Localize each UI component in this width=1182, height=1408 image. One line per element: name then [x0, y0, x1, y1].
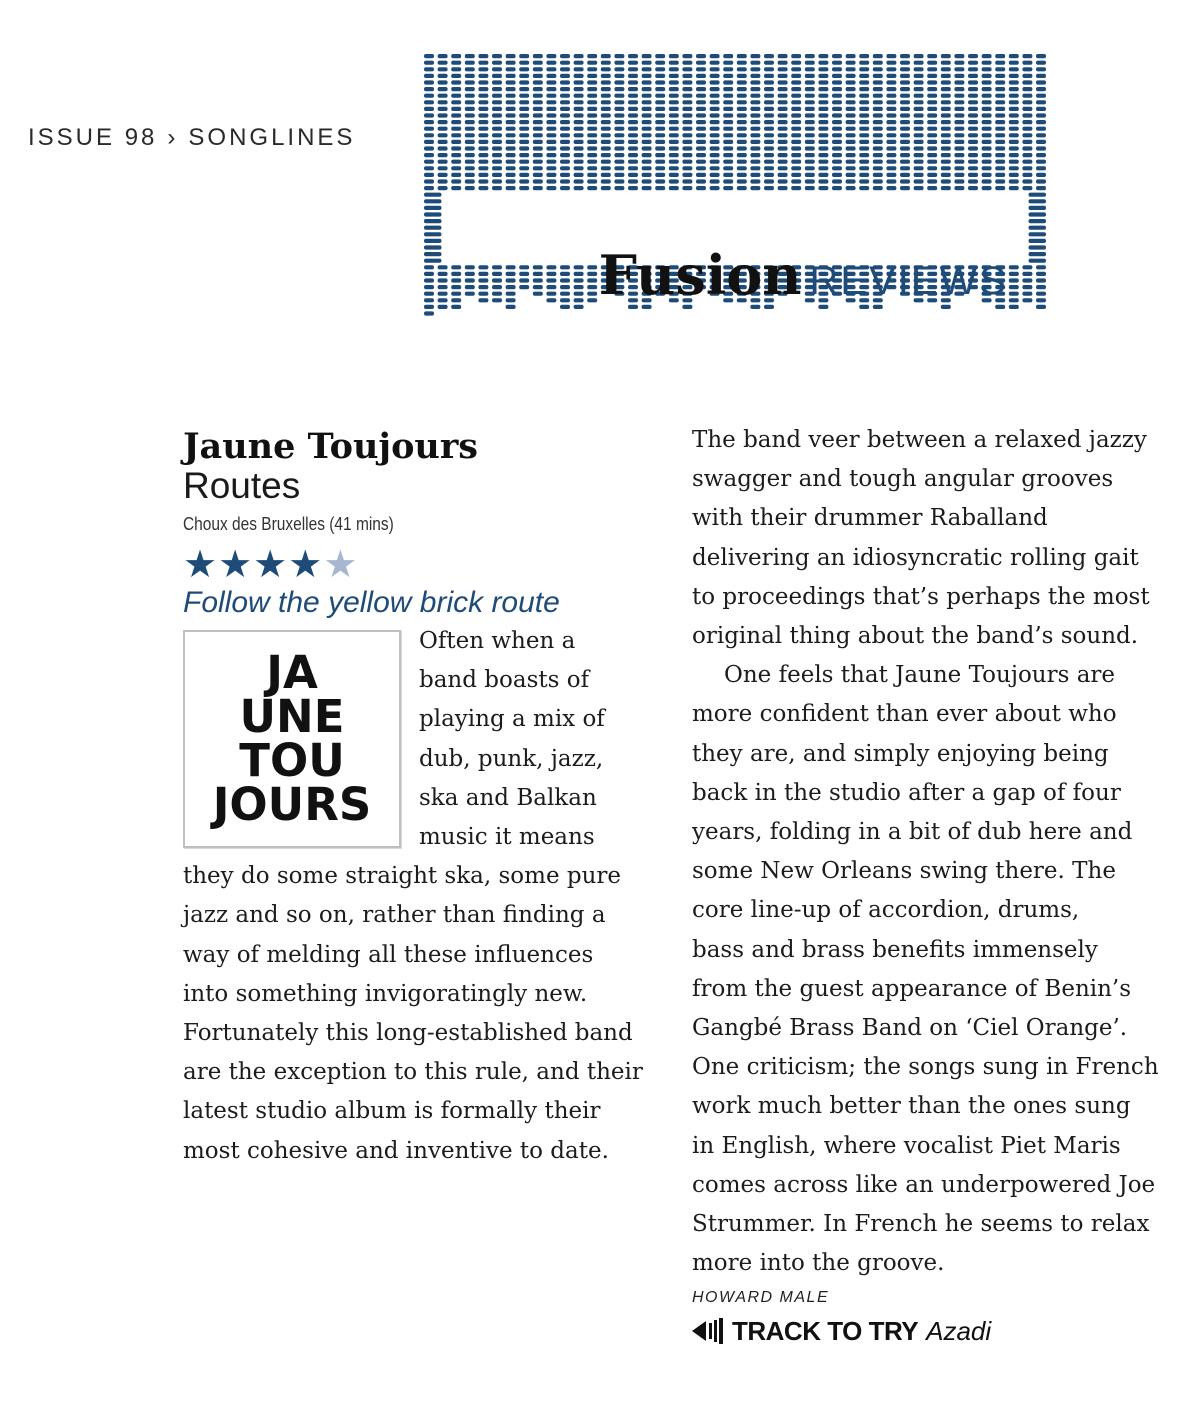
- text-line: Fortunately this long-established band: [183, 1020, 633, 1047]
- text-line: ska and Balkan: [419, 784, 597, 811]
- cover-text-line: TOU: [239, 734, 345, 787]
- text-line: are the exception to this rule, and their: [183, 1059, 643, 1086]
- section-banner: [422, 52, 1046, 332]
- text-line: years, folding in a bit of dub here and: [692, 819, 1133, 846]
- text-line: original thing about the band’s sound.: [692, 623, 1139, 650]
- text-line: more into the groove.: [692, 1250, 945, 1277]
- star-rating: [183, 542, 669, 586]
- star-empty-icon: ★: [323, 542, 358, 586]
- text-line: with their drummer Raballand: [692, 505, 1048, 532]
- review-paragraph-2: [692, 421, 1170, 656]
- text-line: latest studio album is formally their: [183, 1098, 601, 1125]
- review-tagline: Follow the yellow brick route: [183, 586, 560, 619]
- speaker-icon: [692, 1318, 726, 1344]
- reviewer-byline: HOWARD MALE: [692, 1289, 830, 1307]
- track-name: Azadi: [926, 1315, 992, 1346]
- review-paragraph-3: [692, 656, 1170, 1283]
- text-line: most cohesive and inventive to date.: [183, 1137, 609, 1164]
- section-title-light: REVIEWS: [809, 259, 1008, 303]
- text-line: bass and brass benefits immensely: [692, 936, 1098, 963]
- text-line: The band veer between a relaxed jazzy: [692, 427, 1147, 453]
- text-line: Strummer. In French he seems to relax: [692, 1211, 1150, 1238]
- text-line: playing a mix of: [419, 706, 605, 733]
- text-line: work much better than the ones sung: [692, 1093, 1131, 1120]
- cover-text-line: JOURS: [212, 778, 372, 831]
- text-line: from the guest appearance of Benin’s: [692, 975, 1132, 1002]
- label-info: Choux des Bruxelles (41 mins): [183, 514, 394, 534]
- text-line: they are, and simply enjoying being: [692, 740, 1109, 767]
- star-filled-icon: ★: [218, 542, 253, 586]
- text-line: swagger and tough angular grooves: [692, 466, 1114, 493]
- track-to-try: [692, 1315, 1170, 1347]
- text-line: they do some straight ska, some pure: [183, 863, 622, 890]
- text-line: delivering an idiosyncratic rolling gait: [692, 544, 1139, 571]
- text-line: Gangbé Brass Band on ‘Ciel Orange’.: [692, 1015, 1128, 1042]
- text-line: to proceedings that’s perhaps the most: [692, 583, 1150, 610]
- text-line: more confident than ever about who: [692, 701, 1117, 728]
- artist-name: Jaune Toujours: [183, 426, 479, 467]
- text-line: comes across like an underpowered Joe: [692, 1171, 1156, 1198]
- cover-text-line: UNE: [239, 690, 345, 743]
- text-line: in English, where vocalist Piet Maris: [692, 1132, 1121, 1159]
- text-line: some New Orleans swing there. The: [692, 858, 1116, 885]
- album-cover: [183, 630, 401, 848]
- text-line: dub, punk, jazz,: [419, 745, 604, 772]
- section-title: [422, 243, 1008, 307]
- text-line: jazz and so on, rather than finding a: [183, 902, 606, 929]
- text-line: One feels that Jaune Toujours are: [724, 662, 1116, 689]
- issue-number: ISSUE 98: [28, 124, 158, 151]
- text-line: One criticism; the songs sung in French: [692, 1054, 1159, 1081]
- star-filled-icon: ★: [253, 542, 288, 586]
- star-filled-icon: ★: [288, 542, 323, 586]
- breadcrumb-separator: ›: [167, 124, 179, 151]
- section-title-bold: Fusion: [598, 243, 802, 307]
- review-right-column: [692, 421, 1170, 1347]
- text-line: back in the studio after a gap of four: [692, 779, 1121, 806]
- star-filled-icon: ★: [183, 542, 218, 586]
- text-line: band boasts of: [419, 667, 590, 694]
- track-to-try-label: TRACK TO TRY: [732, 1315, 919, 1346]
- issue-breadcrumb: [28, 124, 355, 152]
- text-line: into something invigoratingly new.: [183, 980, 588, 1007]
- publication-name: SONGLINES: [188, 124, 356, 151]
- text-line: Often when a: [419, 628, 576, 654]
- text-line: way of melding all these influences: [183, 941, 594, 968]
- cover-text-line: JA: [266, 646, 318, 699]
- text-line: music it means: [419, 824, 595, 851]
- review-left-column: [183, 428, 669, 1171]
- album-title: Routes: [183, 465, 301, 506]
- text-line: core line-up of accordion, drums,: [692, 897, 1080, 924]
